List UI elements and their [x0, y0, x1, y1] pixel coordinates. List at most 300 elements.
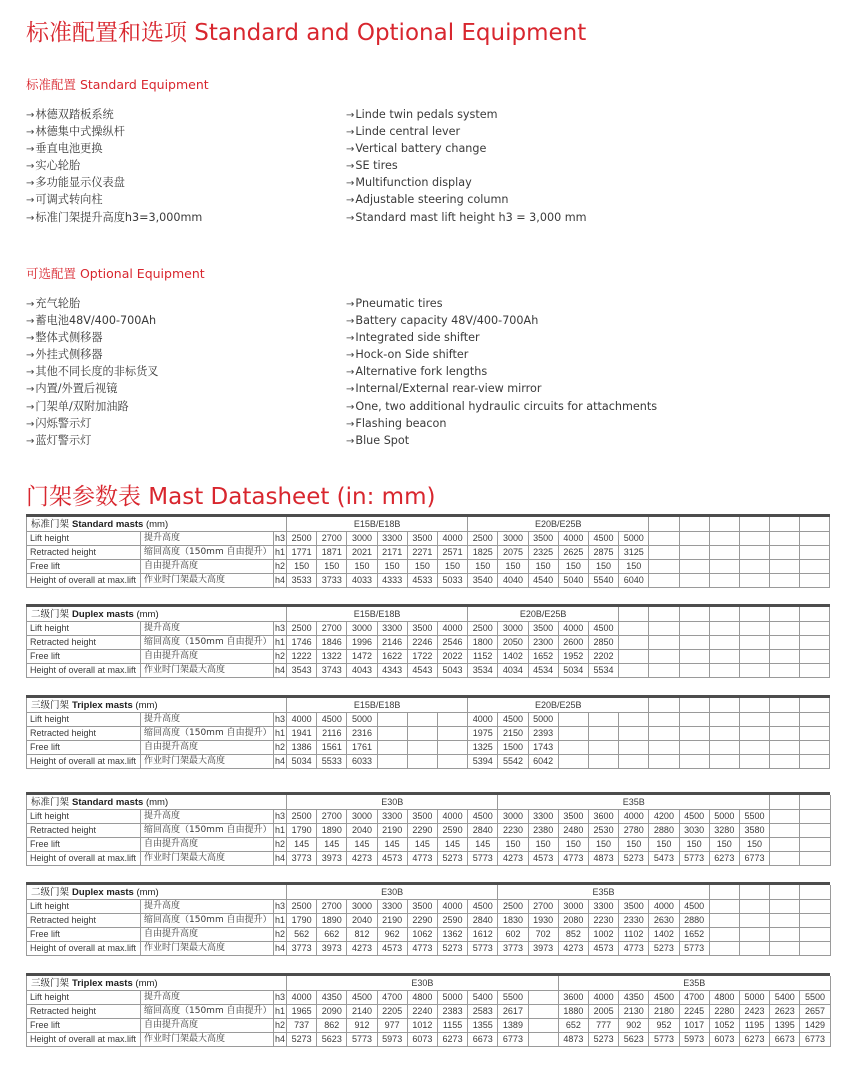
- mast-table: [26, 795, 831, 866]
- model-group-header: E20B/E25B: [468, 698, 649, 713]
- value-cell: 3500: [558, 810, 588, 824]
- row-symbol: h3: [274, 713, 287, 727]
- value-cell: 1612: [468, 928, 498, 942]
- value-cell: [800, 928, 830, 942]
- value-cell: 4573: [588, 942, 618, 956]
- value-cell: 4873: [558, 1033, 588, 1047]
- arrow-icon: →: [346, 178, 355, 190]
- standard-zh-item: [26, 174, 202, 191]
- arrow-icon: →: [346, 127, 355, 139]
- arrow-icon: →: [346, 144, 355, 156]
- value-cell: 3500: [528, 532, 558, 546]
- value-cell: 5034: [558, 664, 588, 678]
- value-cell: 662: [317, 928, 347, 942]
- row-label-zh: 自由提升高度: [141, 741, 274, 755]
- standard-en-item: [346, 174, 587, 191]
- value-cell: 3500: [619, 900, 649, 914]
- value-cell: [800, 838, 830, 852]
- value-cell: 4350: [619, 991, 649, 1005]
- table-title-en: Standard masts: [72, 796, 146, 808]
- value-cell: 6033: [347, 755, 377, 769]
- row-label-zh: 作业时门架最大高度: [141, 1033, 274, 1047]
- value-cell: 1195: [739, 1019, 769, 1033]
- row-label-zh: 提升高度: [141, 532, 274, 546]
- empty-cell: [739, 698, 769, 713]
- value-cell: 3300: [377, 622, 407, 636]
- value-cell: [800, 574, 830, 588]
- table-row: [27, 650, 830, 664]
- row-label-en: Lift height: [27, 622, 141, 636]
- table-row: [27, 727, 830, 741]
- value-cell: [588, 741, 618, 755]
- value-cell: 5000: [528, 713, 558, 727]
- value-cell: 5773: [468, 852, 498, 866]
- value-cell: 3000: [558, 900, 588, 914]
- model-group-header: E20B/E25B: [468, 517, 649, 532]
- model-group-header: E15B/E18B: [287, 698, 468, 713]
- row-label-en: Free lift: [27, 560, 141, 574]
- value-cell: 5033: [437, 574, 467, 588]
- value-cell: 2230: [588, 914, 618, 928]
- value-cell: 3600: [588, 810, 618, 824]
- value-cell: 2583: [468, 1005, 498, 1019]
- value-cell: 2700: [317, 622, 347, 636]
- value-cell: 3000: [347, 622, 377, 636]
- value-cell: [770, 810, 800, 824]
- value-cell: 3000: [498, 532, 528, 546]
- row-label-zh: 作业时门架最大高度: [141, 852, 274, 866]
- value-cell: 150: [317, 560, 347, 574]
- value-cell: 602: [498, 928, 528, 942]
- table-row: [27, 852, 831, 866]
- value-cell: 150: [588, 560, 618, 574]
- value-cell: [377, 713, 407, 727]
- row-label-zh: 缩回高度（150mm 自由提升）: [141, 914, 274, 928]
- value-cell: [709, 942, 739, 956]
- value-cell: 5473: [649, 852, 679, 866]
- value-cell: 4273: [347, 852, 377, 866]
- value-cell: 1472: [347, 650, 377, 664]
- table-row: [27, 532, 830, 546]
- value-cell: 2600: [558, 636, 588, 650]
- value-cell: [377, 727, 407, 741]
- value-cell: [770, 560, 800, 574]
- value-cell: [709, 727, 739, 741]
- optional-en-item-text: One, two additional hydraulic circuits for attachments: [355, 399, 658, 413]
- value-cell: [619, 713, 649, 727]
- standard-en-item-text: Standard mast lift height h3 = 3,000 mm: [355, 210, 587, 224]
- value-cell: 4773: [407, 852, 437, 866]
- table-title: [27, 698, 287, 713]
- value-cell: 2240: [407, 1005, 437, 1019]
- value-cell: 4500: [468, 810, 498, 824]
- value-cell: 2571: [437, 546, 467, 560]
- row-label-zh: 自由提升高度: [141, 560, 274, 574]
- value-cell: 6773: [800, 1033, 830, 1047]
- value-cell: [619, 727, 649, 741]
- value-cell: 3000: [347, 810, 377, 824]
- value-cell: 2300: [528, 636, 558, 650]
- value-cell: [649, 650, 679, 664]
- arrow-icon: →: [26, 367, 35, 379]
- value-cell: [739, 755, 769, 769]
- table-unit: (mm): [135, 977, 158, 989]
- arrow-icon: →: [346, 333, 355, 345]
- value-cell: 3000: [347, 900, 377, 914]
- row-label-zh: 缩回高度（150mm 自由提升）: [141, 824, 274, 838]
- value-cell: 1155: [437, 1019, 467, 1033]
- row-label-en: Retracted height: [27, 824, 141, 838]
- value-cell: [770, 942, 800, 956]
- standard-zh-item-text: 林德双踏板系统: [35, 108, 114, 121]
- value-cell: 3300: [377, 532, 407, 546]
- empty-cell: [709, 517, 739, 532]
- table-title-zh: 三级门架: [31, 977, 73, 989]
- row-symbol: h4: [274, 942, 287, 956]
- value-cell: 2230: [498, 824, 528, 838]
- value-cell: [709, 713, 739, 727]
- arrow-icon: →: [346, 401, 355, 413]
- value-cell: 562: [287, 928, 317, 942]
- optional-list-en: [346, 295, 657, 449]
- empty-cell: [679, 517, 709, 532]
- arrow-icon: →: [346, 350, 355, 362]
- standard-en-item-text: SE tires: [355, 159, 398, 173]
- table-title: [27, 795, 287, 810]
- value-cell: 4000: [619, 810, 649, 824]
- value-cell: [377, 741, 407, 755]
- row-label-zh: 作业时门架最大高度: [141, 664, 274, 678]
- standard-zh-item-text: 垂直电池更换: [35, 142, 103, 156]
- value-cell: [558, 727, 588, 741]
- value-cell: [800, 852, 830, 866]
- row-symbol: h3: [274, 900, 287, 914]
- value-cell: [739, 942, 769, 956]
- value-cell: 2180: [649, 1005, 679, 1019]
- value-cell: 150: [619, 838, 649, 852]
- value-cell: 2546: [437, 636, 467, 650]
- value-cell: 1002: [588, 928, 618, 942]
- optional-zh-item-text: 外挂式侧移器: [35, 348, 103, 362]
- value-cell: 1622: [377, 650, 407, 664]
- standard-en-item-text: Linde twin pedals system: [355, 108, 498, 121]
- value-cell: 3600: [558, 991, 588, 1005]
- value-cell: 6273: [709, 852, 739, 866]
- value-cell: 4773: [558, 852, 588, 866]
- value-cell: 5034: [287, 755, 317, 769]
- value-cell: [739, 664, 769, 678]
- value-cell: [407, 713, 437, 727]
- value-cell: 2330: [619, 914, 649, 928]
- table-row: [27, 755, 830, 769]
- empty-cell: [649, 517, 679, 532]
- optional-zh-item-text: 门架单/双附加油路: [35, 399, 129, 413]
- row-symbol: h1: [274, 546, 287, 560]
- value-cell: 3000: [347, 532, 377, 546]
- value-cell: [739, 713, 769, 727]
- value-cell: 1871: [317, 546, 347, 560]
- mast-table: [26, 885, 831, 956]
- value-cell: 5273: [589, 1033, 619, 1047]
- value-cell: [800, 532, 830, 546]
- value-cell: 4500: [317, 713, 347, 727]
- row-label-en: Retracted height: [27, 1005, 141, 1019]
- value-cell: 1790: [287, 824, 317, 838]
- optional-zh-item: [26, 398, 158, 415]
- value-cell: 1052: [709, 1019, 739, 1033]
- value-cell: 5773: [679, 942, 709, 956]
- value-cell: [739, 532, 769, 546]
- value-cell: 1790: [287, 914, 317, 928]
- value-cell: [770, 824, 800, 838]
- value-cell: 2380: [528, 824, 558, 838]
- value-cell: 2500: [468, 532, 498, 546]
- empty-cell: [800, 698, 830, 713]
- value-cell: 4033: [347, 574, 377, 588]
- arrow-icon: →: [26, 384, 35, 396]
- value-cell: [770, 838, 800, 852]
- value-cell: 150: [377, 560, 407, 574]
- value-cell: 3540: [468, 574, 498, 588]
- arrow-icon: →: [346, 212, 355, 224]
- value-cell: 145: [317, 838, 347, 852]
- value-cell: 962: [377, 928, 407, 942]
- row-symbol: h1: [274, 824, 287, 838]
- value-cell: 3500: [407, 810, 437, 824]
- empty-cell: [770, 698, 800, 713]
- value-cell: 5533: [317, 755, 347, 769]
- value-cell: 1222: [287, 650, 317, 664]
- value-cell: 2423: [739, 1005, 769, 1019]
- value-cell: [619, 741, 649, 755]
- value-cell: [437, 755, 467, 769]
- value-cell: 2271: [407, 546, 437, 560]
- value-cell: 5273: [287, 1033, 317, 1047]
- value-cell: 2150: [498, 727, 528, 741]
- value-cell: 6073: [407, 1033, 437, 1047]
- value-cell: [770, 900, 800, 914]
- value-cell: 2075: [498, 546, 528, 560]
- value-cell: 3300: [528, 810, 558, 824]
- value-cell: [649, 532, 679, 546]
- value-cell: 5273: [437, 942, 467, 956]
- optional-zh-item-text: 整体式侧移器: [35, 331, 103, 345]
- value-cell: [800, 664, 830, 678]
- value-cell: [437, 741, 467, 755]
- table-row: [27, 636, 830, 650]
- value-cell: 4000: [468, 713, 498, 727]
- value-cell: 4543: [407, 664, 437, 678]
- value-cell: [770, 928, 800, 942]
- table-row: [27, 991, 831, 1005]
- model-group-header: E20B/E25B: [468, 607, 619, 622]
- value-cell: 2623: [770, 1005, 800, 1019]
- standard-zh-item: [26, 106, 202, 123]
- value-cell: 2040: [347, 914, 377, 928]
- value-cell: 2280: [709, 1005, 739, 1019]
- value-cell: 3773: [287, 942, 317, 956]
- optional-en-item-text: Internal/External rear-view mirror: [355, 382, 542, 396]
- table-row: [27, 574, 830, 588]
- optional-en-item: [346, 295, 657, 312]
- value-cell: 4500: [679, 810, 709, 824]
- value-cell: 5623: [317, 1033, 347, 1047]
- value-cell: [619, 664, 649, 678]
- value-cell: 1395: [770, 1019, 800, 1033]
- value-cell: 2290: [407, 824, 437, 838]
- value-cell: [709, 546, 739, 560]
- value-cell: 4000: [558, 622, 588, 636]
- value-cell: 145: [407, 838, 437, 852]
- table-row: [27, 824, 831, 838]
- value-cell: 2700: [317, 900, 347, 914]
- optional-en-item-text: Integrated side shifter: [355, 331, 480, 345]
- row-label-zh: 自由提升高度: [141, 650, 274, 664]
- value-cell: 1500: [498, 741, 528, 755]
- value-cell: [800, 727, 830, 741]
- value-cell: [679, 622, 709, 636]
- value-cell: [800, 810, 830, 824]
- value-cell: 1800: [468, 636, 498, 650]
- empty-cell: [770, 795, 800, 810]
- value-cell: [800, 636, 830, 650]
- empty-cell: [800, 795, 830, 810]
- value-cell: 2500: [287, 532, 317, 546]
- value-cell: [770, 574, 800, 588]
- value-cell: [649, 664, 679, 678]
- value-cell: 3500: [407, 622, 437, 636]
- value-cell: 4343: [377, 664, 407, 678]
- row-symbol: h4: [274, 664, 287, 678]
- row-symbol: h4: [274, 1033, 287, 1047]
- mast-table: [26, 607, 830, 678]
- row-symbol: h3: [274, 532, 287, 546]
- value-cell: [679, 560, 709, 574]
- value-cell: 1880: [558, 1005, 588, 1019]
- value-cell: 702: [528, 928, 558, 942]
- value-cell: 2080: [558, 914, 588, 928]
- empty-cell: [770, 607, 800, 622]
- standard-en-item: [346, 209, 587, 226]
- value-cell: 150: [347, 560, 377, 574]
- table-unit: (mm): [136, 886, 159, 898]
- value-cell: 1846: [317, 636, 347, 650]
- table-unit: (mm): [135, 699, 158, 711]
- value-cell: 2480: [558, 824, 588, 838]
- value-cell: 4200: [649, 810, 679, 824]
- value-cell: 3300: [377, 900, 407, 914]
- value-cell: [709, 928, 739, 942]
- value-cell: 3973: [317, 852, 347, 866]
- value-cell: [558, 755, 588, 769]
- empty-cell: [709, 885, 739, 900]
- value-cell: [709, 650, 739, 664]
- value-cell: [679, 546, 709, 560]
- optional-zh-item-text: 其他不同长度的非标货叉: [35, 365, 159, 379]
- value-cell: 1362: [437, 928, 467, 942]
- value-cell: 145: [468, 838, 498, 852]
- value-cell: [588, 713, 618, 727]
- row-label-en: Retracted height: [27, 914, 141, 928]
- standard-en-item-text: Vertical battery change: [355, 142, 487, 156]
- table-unit: (mm): [145, 796, 169, 808]
- value-cell: 4000: [437, 900, 467, 914]
- value-cell: [709, 664, 739, 678]
- value-cell: [770, 914, 800, 928]
- value-cell: 912: [347, 1019, 377, 1033]
- optional-zh-item: [26, 295, 158, 312]
- value-cell: 2590: [437, 914, 467, 928]
- value-cell: 4500: [347, 991, 377, 1005]
- value-cell: 2657: [800, 1005, 830, 1019]
- row-symbol: h1: [274, 636, 287, 650]
- value-cell: 4333: [377, 574, 407, 588]
- standard-en-item: [346, 157, 587, 174]
- empty-cell: [679, 607, 709, 622]
- row-symbol: h2: [274, 928, 287, 942]
- value-cell: 902: [619, 1019, 649, 1033]
- value-cell: 5542: [498, 755, 528, 769]
- value-cell: 1975: [468, 727, 498, 741]
- value-cell: [588, 755, 618, 769]
- optional-en-item-text: Hock-on Side shifter: [355, 348, 469, 362]
- row-label-zh: 作业时门架最大高度: [141, 942, 274, 956]
- value-cell: 977: [377, 1019, 407, 1033]
- value-cell: 4500: [588, 622, 618, 636]
- value-cell: 1743: [528, 741, 558, 755]
- value-cell: 3000: [498, 810, 528, 824]
- table-title-en: Duplex masts: [72, 886, 137, 898]
- value-cell: [770, 664, 800, 678]
- value-cell: 6273: [437, 1033, 467, 1047]
- value-cell: [770, 622, 800, 636]
- row-label-zh: 提升高度: [141, 810, 274, 824]
- value-cell: 2290: [407, 914, 437, 928]
- value-cell: 5973: [377, 1033, 407, 1047]
- value-cell: 3773: [287, 852, 317, 866]
- value-cell: 5040: [558, 574, 588, 588]
- value-cell: 737: [287, 1019, 317, 1033]
- optional-zh-item: [26, 380, 158, 397]
- value-cell: [739, 741, 769, 755]
- value-cell: [679, 574, 709, 588]
- value-cell: 150: [528, 838, 558, 852]
- arrow-icon: →: [346, 161, 355, 173]
- value-cell: 2500: [287, 810, 317, 824]
- value-cell: [770, 741, 800, 755]
- value-cell: 852: [558, 928, 588, 942]
- value-cell: 3973: [528, 942, 558, 956]
- table-row: [27, 1033, 831, 1047]
- value-cell: 5773: [347, 1033, 377, 1047]
- value-cell: 4350: [317, 991, 347, 1005]
- optional-en-item: [346, 363, 657, 380]
- value-cell: 4000: [649, 900, 679, 914]
- value-cell: [770, 755, 800, 769]
- row-label-en: Lift height: [27, 810, 141, 824]
- standard-zh-item: [26, 157, 202, 174]
- row-label-en: Height of overall at max.lift: [27, 574, 141, 588]
- optional-en-item: [346, 329, 657, 346]
- empty-cell: [800, 607, 830, 622]
- value-cell: [739, 727, 769, 741]
- value-cell: [709, 900, 739, 914]
- row-label-zh: 提升高度: [141, 622, 274, 636]
- arrow-icon: →: [346, 195, 355, 207]
- value-cell: 145: [377, 838, 407, 852]
- value-cell: 2190: [377, 914, 407, 928]
- row-label-zh: 缩回高度（150mm 自由提升）: [141, 636, 274, 650]
